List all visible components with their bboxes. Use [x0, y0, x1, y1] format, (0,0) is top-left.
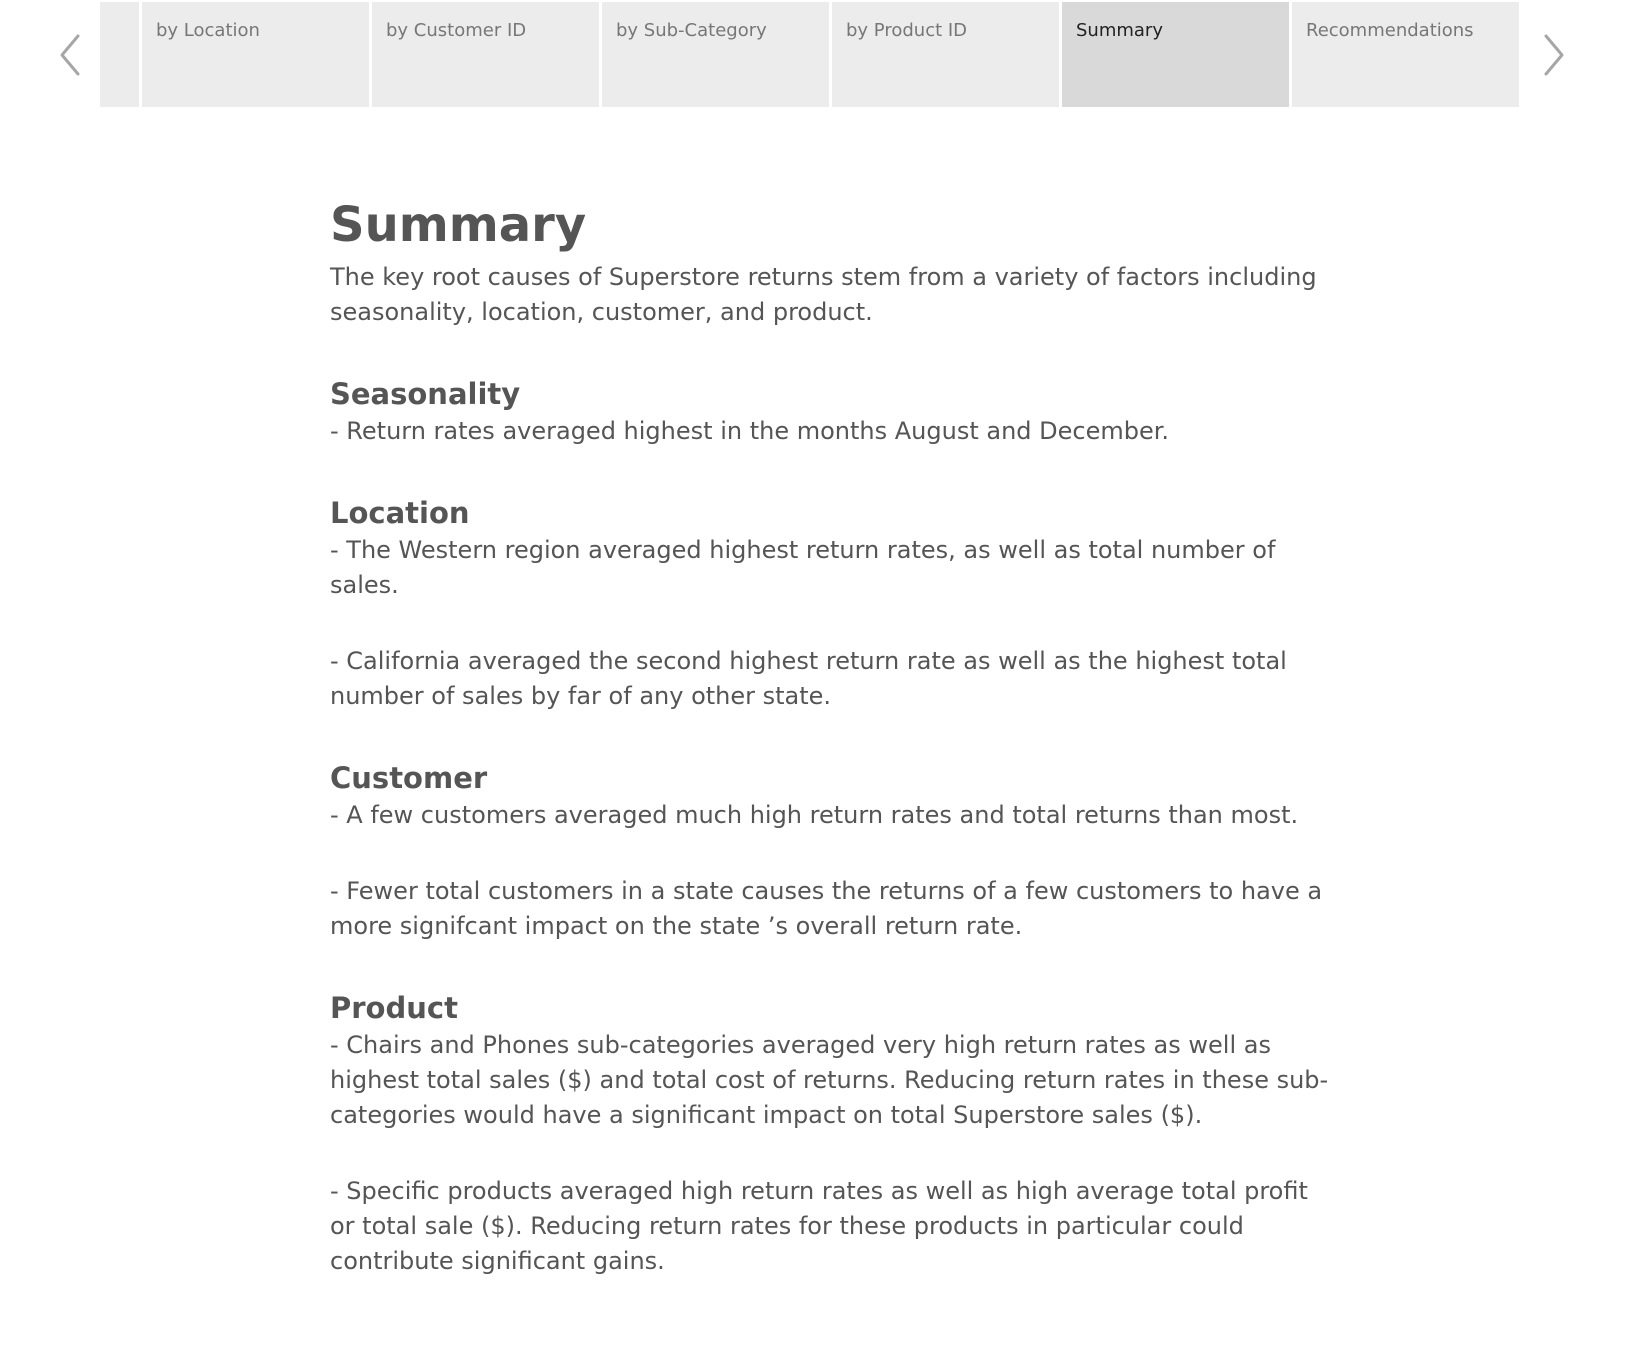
next-story-point-button[interactable] [1532, 30, 1572, 80]
story-tab-recommendations[interactable]: Recommendations [1292, 2, 1519, 107]
section-seasonality [330, 374, 1340, 449]
story-tab-strip [100, 2, 1519, 107]
story-navigator [0, 0, 1628, 110]
section-point: - The Western region averaged highest return rates, as well as total number of sales. [330, 536, 1276, 599]
story-tab-hidden-previous[interactable] [100, 2, 139, 107]
chevron-right-icon [1532, 30, 1572, 80]
section-heading: Seasonality [330, 377, 521, 411]
page-title: Summary [330, 197, 587, 253]
section-location [330, 493, 1340, 714]
section-point: - California averaged the second highest return rate as well as the highest total number of sales by far of any other state. [330, 647, 1287, 710]
section-heading: Customer [330, 761, 488, 795]
section-point: - Return rates averaged highest in the months August and December. [330, 417, 1170, 445]
summary-intro: The key root causes of Superstore returns stem from a variety of factors including seasonality, location, customer, and product. [330, 263, 1317, 326]
story-tab-by-sub-category[interactable]: by Sub-Category [602, 2, 829, 107]
section-customer [330, 758, 1340, 944]
section-point: - Fewer total customers in a state causes the returns of a few customers to have a more signifcant impact on the state ’s overall return rate. [330, 877, 1323, 940]
previous-story-point-button[interactable] [52, 30, 92, 80]
section-heading: Location [330, 496, 470, 530]
section-product [330, 988, 1340, 1279]
story-tab-by-product-id[interactable]: by Product ID [832, 2, 1059, 107]
story-tab-by-customer-id[interactable]: by Customer ID [372, 2, 599, 107]
summary-text-panel [330, 190, 1340, 1279]
section-point: - Specific products averaged high return rates as well as high average total profit or total sale ($). Reducing return rates for these products in particular could contribute significant gains. [330, 1177, 1308, 1275]
story-tab-summary[interactable]: Summary [1062, 2, 1289, 107]
section-heading: Product [330, 991, 458, 1025]
section-point: - Chairs and Phones sub-categories averaged very high return rates as well as highest total sales ($) and total cost of returns. Reducing return rates in these sub-categories would have a significant impact on total Superstore sales ($). [330, 1031, 1329, 1129]
chevron-left-icon [52, 30, 92, 80]
story-tab-by-location[interactable]: by Location [142, 2, 369, 107]
section-point: - A few customers averaged much high return rates and total returns than most. [330, 801, 1299, 829]
